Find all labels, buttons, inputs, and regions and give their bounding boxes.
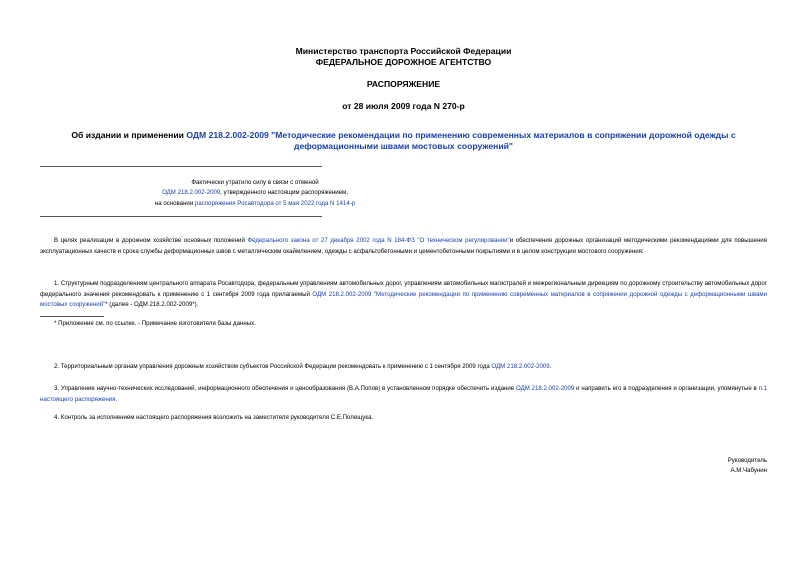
item-2-paragraph bbox=[40, 362, 767, 373]
agency-name: ФЕДЕРАЛЬНОЕ ДОРОЖНОЕ АГЕНТСТВО bbox=[315, 57, 492, 67]
federal-law-link[interactable]: Федерального закона от 27 декабря 2002 года N 184-ФЗ "О техническом регулировании" bbox=[247, 237, 510, 244]
document-date: от 28 июля 2009 года N 270-р bbox=[342, 101, 465, 111]
item-3-text-1: 3. Управление научно-технических исследований, информационного обеспечения и ценообразования (В.А.Попов) в установленном порядке обеспечить издание bbox=[54, 385, 516, 392]
signature-role: Руководитель bbox=[727, 457, 767, 464]
divider-top bbox=[40, 166, 322, 167]
item-1-text-2: * (далее - ОДМ 218.2.002-2009*). bbox=[105, 301, 199, 308]
item-2-text-1: 2. Территориальным органам управления дорожным хозяйством субъектов Российской Федерации рекомендовать к применению с 1 сентября 2009 года bbox=[54, 363, 492, 370]
document-title bbox=[40, 130, 767, 152]
title-prefix: Об издании и применении bbox=[71, 130, 187, 140]
status-note-line3-text: на основании bbox=[154, 199, 195, 207]
status-note-line2 bbox=[40, 188, 470, 198]
item-3-text-3: . bbox=[115, 395, 118, 403]
footnote-divider bbox=[40, 316, 104, 317]
intro-text-2: и обеспечения дорожных организаций методическими рекомендациями для повышения эксплуатационных качеств и срока службы деформационных швов с металлическим окаймлением, одежды с асфальтобетонными и цементобетонными покрытиями и в целом конструкции мостового сооружения: bbox=[40, 237, 767, 255]
title-link[interactable]: ОДМ 218.2.002-2009 "Методические рекомендации по применению современных материалов в сопряжении дорожной одежды с деформационными швами мостовых сооружений" bbox=[186, 130, 736, 151]
intro-paragraph bbox=[40, 236, 767, 257]
status-note-line2-text: , утвержденного настоящим распоряжением, bbox=[220, 189, 348, 197]
status-note-line1: Фактически утратило силу в связи с отменой bbox=[191, 179, 319, 186]
item-3-odm-link[interactable]: ОДМ 218.2.002-2009 bbox=[516, 385, 575, 392]
divider-bottom bbox=[40, 216, 322, 217]
item-1-odm-link[interactable]: ОДМ 218.2.002-2009 "Методические рекомендации по применению современных материалов в сопряжении дорожной одежды с деформационными швами мостовых сооружений" bbox=[40, 290, 768, 308]
item-4-paragraph: 4. Контроль за исполнением настоящего распоряжения возложить на заместителя руководителя С.Е.Полещука. bbox=[54, 414, 374, 421]
item-2-text-2: . bbox=[549, 363, 552, 370]
footnote: * Приложение см. по ссылке. - Примечание изготовителя базы данных. bbox=[54, 320, 256, 327]
item-1-text-1: 1. Структурным подразделениям центрального аппарата Росавтодора, федеральным управлениям автомобильных дорог, управлениям автомобильных магистралей и межрегиональным дирекциям по дорожному строительству автомобильных дорог федерального значения рекомендовать к применению с 1 сентября 2009 года прилагаемый bbox=[40, 280, 767, 298]
item-2-odm-link[interactable]: ОДМ 218.2.002-2009 bbox=[491, 363, 550, 370]
intro-text-1: В целях реализации в дорожном хозяйстве основных положений bbox=[54, 237, 248, 244]
status-note-order-link[interactable]: распоряжения Росавтодора от 5 мая 2022 года N 1414-р bbox=[194, 199, 356, 207]
ministry-name: Министерство транспорта Российской Федерации bbox=[295, 46, 512, 56]
document-type: РАСПОРЯЖЕНИЕ bbox=[366, 79, 441, 89]
status-note-odm-link[interactable]: ОДМ 218.2.002-2009 bbox=[162, 189, 221, 197]
item-1-paragraph bbox=[40, 279, 767, 311]
status-note-line3 bbox=[40, 199, 470, 209]
status-note bbox=[40, 178, 470, 209]
signature-name: А.М.Чабунин bbox=[730, 467, 767, 474]
item-3-text-2: и направить его в подразделения и организации, упомянутые в bbox=[574, 385, 759, 392]
item-3-paragraph bbox=[40, 384, 767, 405]
item-3-clause-link[interactable]: п.1 настоящего распоряжения bbox=[40, 385, 767, 403]
